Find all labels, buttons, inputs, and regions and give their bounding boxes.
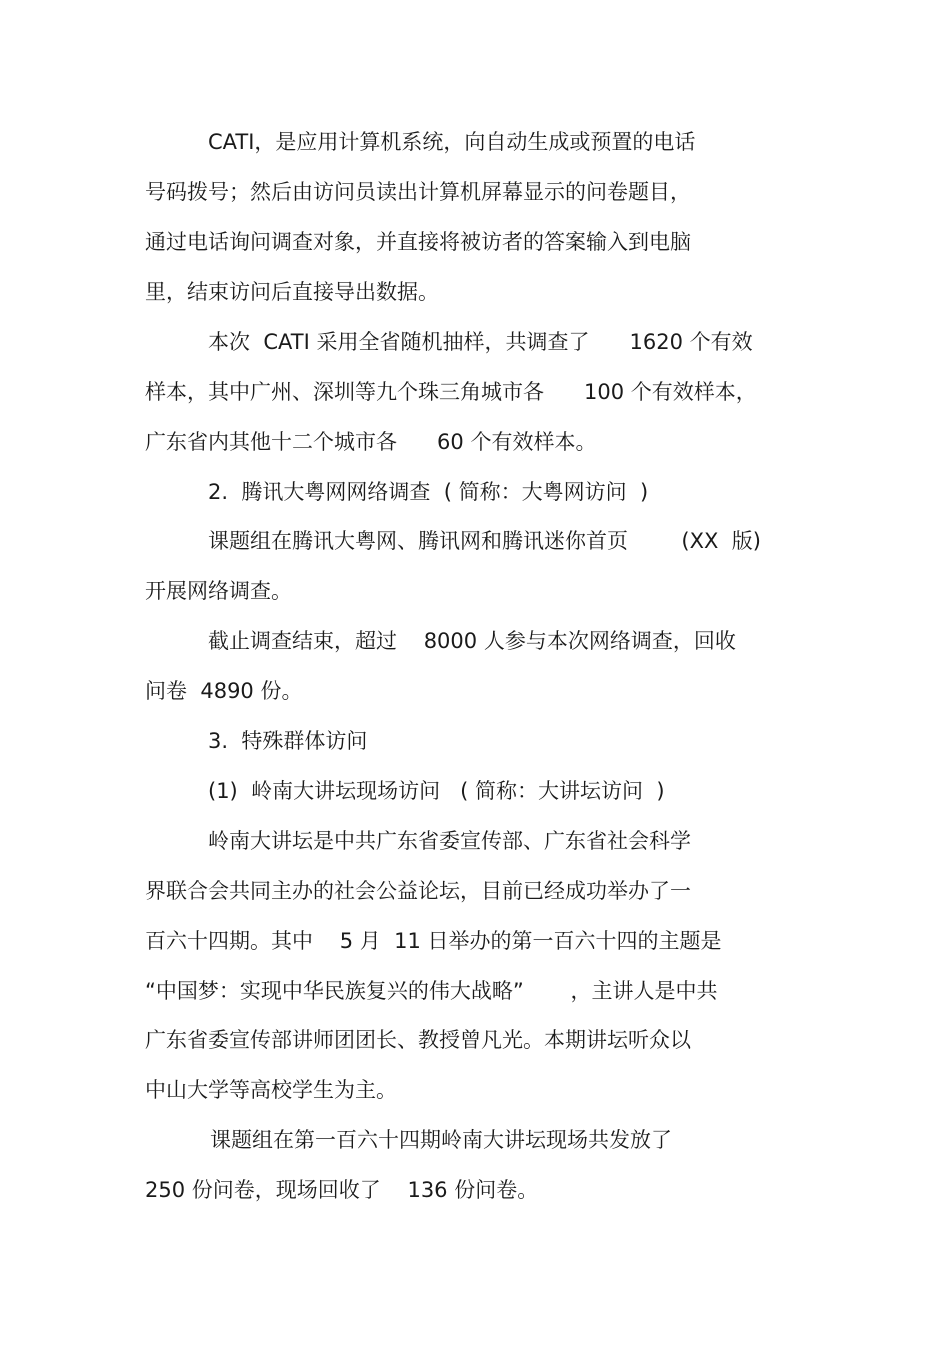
text-line: 截止调查结束，超过 8000 人参与本次网络调查，回收 <box>208 629 736 653</box>
text-line: 中山大学等高校学生为主。 <box>145 1078 397 1102</box>
text-line: 问卷 4890 份。 <box>145 679 303 703</box>
text-line: 里，结束访问后直接导出数据。 <box>145 280 439 304</box>
text-line: 开展网络调查。 <box>145 579 292 603</box>
text-line: 广东省委宣传部讲师团团长、教授曾凡光。本期讲坛听众以 <box>145 1028 691 1052</box>
text-line: 课题组在腾讯大粤网、腾讯网和腾讯迷你首页 (XX 版) <box>208 529 761 553</box>
text-line: “中国梦：实现中华民族复兴的伟大战略” ，主讲人是中共 <box>145 979 718 1003</box>
text-line: 广东省内其他十二个城市各 60 个有效样本。 <box>145 430 597 454</box>
text-line: 250 份问卷，现场回收了 136 份问卷。 <box>145 1178 539 1202</box>
text-line: 样本，其中广州、深圳等九个珠三角城市各 100 个有效样本， <box>145 380 757 404</box>
text-line: 岭南大讲坛是中共广东省委宣传部、广东省社会科学 <box>208 829 691 853</box>
text-line: 本次 CATI 采用全省随机抽样，共调查了 1620 个有效 <box>208 330 753 354</box>
text-line: 百六十四期。其中 5 月 11 日举办的第一百六十四的主题是 <box>145 929 722 953</box>
section-heading: 2. 腾讯大粤网网络调查 ( 简称：大粤网访问 ) <box>208 480 649 504</box>
text-line: 通过电话询问调查对象，并直接将被访者的答案输入到电脑 <box>145 230 691 254</box>
text-line: CATI，是应用计算机系统，向自动生成或预置的电话 <box>208 130 696 154</box>
text-line: 界联合会共同主办的社会公益论坛，目前已经成功举办了一 <box>145 879 691 903</box>
text-line: 课题组在第一百六十四期岭南大讲坛现场共发放了 <box>210 1128 672 1152</box>
text-line: 号码拨号；然后由访问员读出计算机屏幕显示的问卷题目， <box>145 180 691 204</box>
section-heading: 3. 特殊群体访问 <box>208 729 368 753</box>
subsection-heading: (1) 岭南大讲坛现场访问 ( 简称：大讲坛访问 ) <box>208 779 665 803</box>
